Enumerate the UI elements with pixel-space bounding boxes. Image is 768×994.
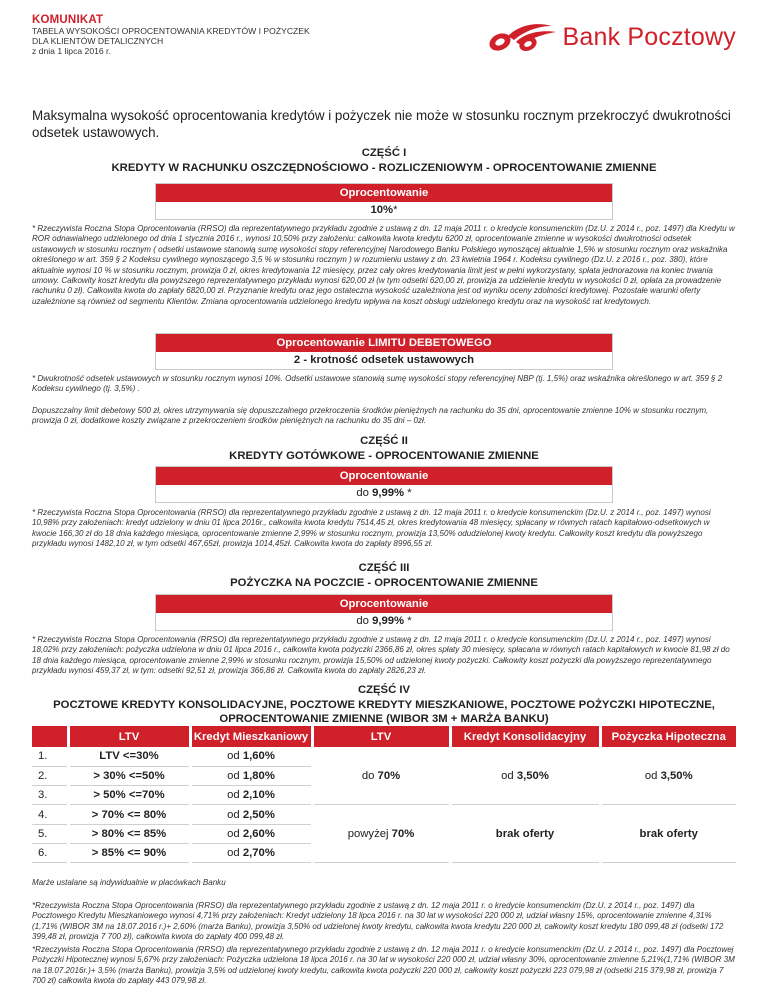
komunikat-title: KOMUNIKAT xyxy=(32,14,104,26)
bank-logo xyxy=(486,20,736,54)
row-ltv: > 50% <=70% xyxy=(68,786,190,805)
table-row xyxy=(32,747,736,766)
row-number: 4. xyxy=(32,805,68,824)
part1-title: CZĘŚĆ I xyxy=(361,147,407,159)
part2-title: CZĘŚĆ II xyxy=(360,435,408,447)
part1-rate-box xyxy=(155,183,613,220)
part1-rate-label: Oprocentowanie xyxy=(156,184,612,202)
row-ltv: LTV <=30% xyxy=(68,747,190,766)
part3-title: CZĘŚĆ III xyxy=(358,562,410,574)
row-mieszkaniowy: od 2,10% xyxy=(190,786,312,805)
part2-rate-prefix: do xyxy=(356,487,373,499)
part4-subtitle-2: OPROCENTOWANIE ZMIENNE (WIBOR 3M + MARŻA BANKU) xyxy=(219,713,549,725)
part2-rate-value-row xyxy=(156,485,612,502)
debit-rate-label: Oprocentowanie LIMITU DEBETOWEGO xyxy=(156,334,612,352)
row-mieszkaniowy: od 2,50% xyxy=(190,805,312,824)
row-mieszkaniowy: od 2,60% xyxy=(190,824,312,843)
row-number: 6. xyxy=(32,843,68,862)
table-header-mieszkaniowy: Kredyt Mieszkaniowy xyxy=(190,726,312,747)
margin-note: Marże ustalane są indywidualnie w placówkach Banku xyxy=(32,878,226,887)
intro-text: Maksymalna wysokość oprocentowania kredytów i pożyczek nie może w stosunku rocznym przekroczyć dwukrotności odsetek ustawowych. xyxy=(32,108,731,140)
row-number: 5. xyxy=(32,824,68,843)
part2-rate-star: * xyxy=(404,487,412,499)
group2-konsolidacyjny: brak oferty xyxy=(450,805,600,863)
part2-rate-value: 9,99% xyxy=(372,487,405,499)
row-number: 1. xyxy=(32,747,68,766)
part3-rate-label: Oprocentowanie xyxy=(156,595,612,613)
part3-rate-value: 9,99% xyxy=(372,615,405,627)
debit-footnote-1: * Dwukrotność odsetek ustawowych w stosunku rocznym wynosi 10%. Odsetki ustawowe stanowią sumę wysokości stopy referencyjnej NBP (tj. 1,5%) oraz wskaźnika określonego w art. 359 § 2 Kodeksu cywilnego (tj. 3,5%) . xyxy=(32,374,723,394)
part3-heading xyxy=(32,561,736,590)
ltv-rate-table xyxy=(32,726,736,863)
row-number: 3. xyxy=(32,786,68,805)
bank-pocztowy-logo-icon xyxy=(486,20,558,54)
part3-subtitle: POŻYCZKA NA POCZCIE - OPROCENTOWANIE ZMIENNE xyxy=(230,576,538,589)
row-mieszkaniowy: od 1,80% xyxy=(190,766,312,785)
debit-footnote-2: Dopuszczalny limit debetowy 500 zł, okres utrzymywania się dopuszczalnego przekroczenia środków pieniężnych na rachunku do 35 dni, oprocentowanie zmienne 10% w stosunku rocznym, prowizja 0 zł, dodatkowe koszty związane z przekroczeniem środków pieniężnych na rachunku do 35 dni – 0zł. xyxy=(32,406,709,426)
table-header-hipoteczna: Pożyczka Hipoteczna xyxy=(600,726,736,747)
part4-title: CZĘŚĆ IV xyxy=(357,684,411,696)
header-line-1: TABELA WYSOKOŚCI OPROCENTOWANIA KREDYTÓW I POŻYCZEK xyxy=(32,26,310,36)
part2-rate-box xyxy=(155,466,613,503)
part3-rate-prefix: do xyxy=(356,615,373,627)
part2-heading xyxy=(32,434,736,463)
table-header-konsolidacyjny: Kredyt Konsolidacyjny xyxy=(450,726,600,747)
row-ltv: > 85% <= 90% xyxy=(68,843,190,862)
row-ltv: > 70% <= 80% xyxy=(68,805,190,824)
debit-rate-value: 2 - krotność odsetek ustawowych xyxy=(156,352,612,369)
group1-hipoteczna: od 3,50% xyxy=(600,747,736,805)
group1-konsolidacyjny: od 3,50% xyxy=(450,747,600,805)
part1-subtitle: KREDYTY W RACHUNKU OSZCZĘDNOŚCIOWO - ROZLICZENIOWYM - OPROCENTOWANIE ZMIENNE xyxy=(111,161,657,174)
table-header-ltv: LTV xyxy=(68,726,190,747)
header-date: z dnia 1 lipca 2016 r. xyxy=(32,46,111,56)
row-mieszkaniowy: od 1,60% xyxy=(190,747,312,766)
part2-footnote: * Rzeczywista Roczna Stopa Oprocentowania (RRSO) dla reprezentatywnego przykładu zgodnie z ustawą z dn. 12 maja 2011 r. o kredycie konsumenckim (Dz.U. z 2014 r., poz. 1497) wynosi 10,98% przy założeniach: kredyt udzielony w dniu 01 lipca 2016r., całkowita kwota kredytu 7514,45 zł, okres kredytowania 48 miesięcy, spłacany w równych ratach kapitałowo-odsetkowych w kwocie 166,30 zł do 18 dnia każdego miesiąca, oprocentowanie zmienne 2,99% w stosunku rocznym, prowizja 13,50% odudzielonej kwoty kredytu. Całkowity koszt kredytu dla powyższego przykładu wynosi 1482,10 zł, w tym odsetki 467,65zł, prowizja 1014,45zł. Całkowita kwota do zapłaty 8996,55 zł. xyxy=(32,508,711,549)
header-line-2: DLA KLIENTÓW DETALICZNYCH xyxy=(32,36,164,46)
part1-rate-value: 10% xyxy=(370,204,394,216)
part1-rate-star: * xyxy=(393,204,398,216)
table-row xyxy=(32,805,736,824)
row-ltv: > 80% <= 85% xyxy=(68,824,190,843)
part4-footnote-1: *Rzeczywista Roczna Stopa Oprocentowania (RRSO) dla reprezentatywnego przykładu zgodnie z ustawą z dn. 12 maja 2011 r. o kredycie konsumenckim (Dz.U. z 2014 r., poz. 1497) dla Pocztowego Kredytu Mieszkaniowego wynosi 4,71% przy założeniach: Kredyt udzielony 18 lipca 2016 r. na 30 lat w wysokości 220 000 zł, udział własny 15%, oprocentowanie zmienne 4,31% (1,71% (WIBOR 3M na 18.07.2016 r.)+ 2,60% (marża Banku), prowizja 3,50% od udzielonej kwoty kredytu, całkowita kwota kredytu 220 000 zł, całkowity koszt kredytu 180 099,48 zł (odsetki 172 399,48 zł, prowizja 7 700 zł), całkowita kwota do zapłaty 400 099,48 zł. xyxy=(32,901,724,942)
part4-footnote-2: *Rzeczywista Roczna Stopa Oprocentowania (RRSO) dla reprezentatywnego przykładu zgodnie z ustawą z dn. 12 maja 2011 r. o kredycie konsumenckim (Dz.U. z 2014 r., poz. 1497) dla Pocztowej Pożyczki Hipotecznej wynosi 5,67% przy założeniach: Pożyczka udzielona 18 lipca 2016 r. na 30 lat w wysokości 220 000 zł, udział własny 30%, oprocentowanie zmienne 5,21%(1,71% (WIBOR 3M na 18.07.2016r.)+ 3,5% (marża Banku), prowizja 3,5% od udzielonej kwoty kredytu, całkowita kwota pożyczki 220 000 zł, całkowity koszt pożyczki 223 079,98 zł (odsetki 215 379,98 zł, prowizja 7 700 zł) całkowita kwota do zapłaty 443 079,98 zł. xyxy=(32,945,735,986)
group2-ltv: powyżej 70% xyxy=(312,805,450,863)
part4-heading xyxy=(32,683,736,727)
group1-ltv: do 70% xyxy=(312,747,450,805)
part1-heading xyxy=(32,146,736,175)
brand-name: Bank Pocztowy xyxy=(562,22,736,51)
row-number: 2. xyxy=(32,766,68,785)
table-header-row xyxy=(32,726,736,747)
part1-rate-value-row xyxy=(156,202,612,219)
part3-rate-star: * xyxy=(404,615,412,627)
table-header-no xyxy=(32,726,68,747)
part4-subtitle-1: POCZTOWE KREDYTY KONSOLIDACYJNE, POCZTOWE KREDYTY MIESZKANIOWE, POCZTOWE POŻYCZKI HIPOTECZNE, xyxy=(53,698,715,711)
part1-footnote: * Rzeczywista Roczna Stopa Oprocentowania (RRSO) dla reprezentatywnego przykładu zgodnie z ustawą z dn. 12 maja 2011 r. o kredycie konsumenckim (Dz.U. z 2014 r., poz. 1497) dla Kredytu w ROR odnawialnego udzielonego od dnia 1 stycznia 2016 r., wynosi 10,50% przy założeniu: całkowita kwota kredytu 6200 zł, oprocentowanie zmienne w wysokości dwukrotności odsetek ustawowych w stosunku rocznym ( odsetki ustawowe stanowią sumę wysokości stopy referencyjnej Narodowego Banku Polskiego wynoszącej aktualnie 1,5% w stosunku rocznym oraz wskaźnika określonego w art. 359 § 2 Kodeksu cywilnego wynoszącego 3,5 % w stosunku rocznym ) w rozumieniu ustawy z dn. 23 kwietnia 1964 r. Kodeksu cywilnego (Dz.U. z 2016 r., poz. 380), które aktualnie wynosi 10 % w stosunku rocznym, prowizja 0 zł, okres kredytowania 12 miesięcy, przez cały okres kredytowania limit jest w pełni wykorzystany, spłata jednorazowa na koniec trwania umowy. Całkowity koszt kredytu dla powyższego reprezentatywnego przykładu wynosi 620,00 zł (w tym odsetki 620,00 zł, prowizja za udzielenie kredytu w wysokości 0 zł, opłata za prowadzenie rachunku 0 zł). Całkowita kwota do zapłaty 6820,00 zł. Przyznanie kredytu oraz jego ostateczna wysokość uzależniona jest od wyniku oceny zdolności kredytowej. Pozostałe warunki oferty uzależnione są również od segmentu Klientów. Zmiana oprocentowania udzielonego kredytu wpływa na koszt obsługi udzielonego kredytu oraz na wysokość rat kredytowych. xyxy=(32,224,735,306)
row-ltv: > 30% <=50% xyxy=(68,766,190,785)
debit-rate-box xyxy=(155,333,613,370)
page-header xyxy=(32,14,736,74)
part3-rate-box xyxy=(155,594,613,631)
part2-subtitle: KREDYTY GOTÓWKOWE - OPROCENTOWANIE ZMIENNE xyxy=(229,449,539,462)
table-header-ltv-2: LTV xyxy=(312,726,450,747)
part3-footnote: * Rzeczywista Roczna Stopa Oprocentowania (RRSO) dla reprezentatywnego przykładu zgodnie z ustawą z dn. 12 maja 2011 r. o kredycie konsumenckim (Dz.U. z 2014 r., poz. 1497) wynosi 18,02% przy założeniach: pożyczka udzielona w dniu 01 lipca 2016 r., całkowita kwota pożyczki 2366,86 zł, okres spłaty 30 miesięcy, spłacana w równych ratach kapitałowych w kwocie 81,98 zł do 18 dnia każdego miesiąca, oprocentowanie zmienne 2,99% w stosunku rocznym, prowizja 15,50% od udzielonej kwoty pożyczki. Całkowity koszt pożyczki dla powyższego reprezentatywnego przykładu wynosi 459,37 zł, w tym: odsetki 92,51 zł, prowizja 366,86 zł. Całkowita kwota do zapłaty 2826,23 zł. xyxy=(32,635,730,676)
part3-rate-value-row xyxy=(156,613,612,630)
group2-hipoteczna: brak oferty xyxy=(600,805,736,863)
part2-rate-label: Oprocentowanie xyxy=(156,467,612,485)
row-mieszkaniowy: od 2,70% xyxy=(190,843,312,862)
